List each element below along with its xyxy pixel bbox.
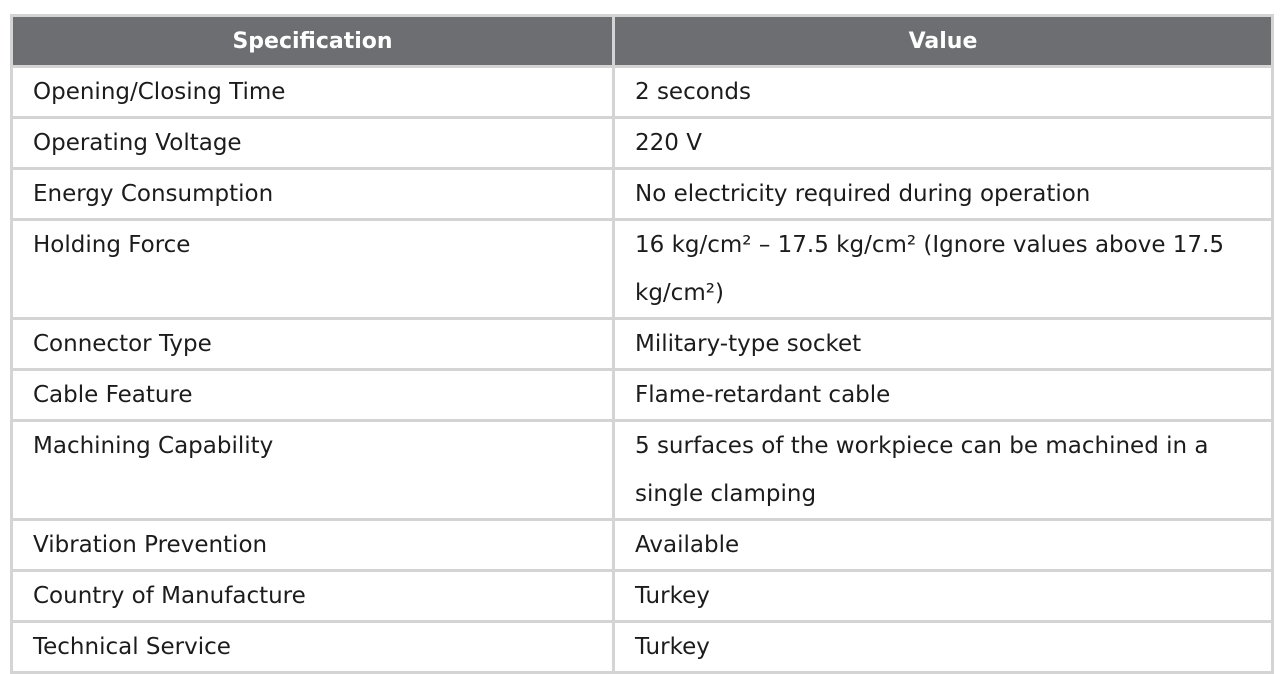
value-cell: Turkey — [614, 622, 1273, 673]
table-row — [12, 421, 1273, 520]
value-cell: 220 V — [614, 118, 1273, 169]
table-row — [12, 67, 1273, 118]
spec-cell: Opening/Closing Time — [12, 67, 614, 118]
specification-column-header: Specification — [12, 16, 614, 67]
spec-cell: Connector Type — [12, 319, 614, 370]
value-cell: 16 kg/cm² – 17.5 kg/cm² (Ignore values above 17.5 kg/cm²) — [614, 220, 1273, 319]
value-cell: 2 seconds — [614, 67, 1273, 118]
value-cell: Flame-retardant cable — [614, 370, 1273, 421]
table-row — [12, 520, 1273, 571]
table-row — [12, 571, 1273, 622]
table-row — [12, 319, 1273, 370]
value-cell: Military-type socket — [614, 319, 1273, 370]
header-row — [12, 16, 1273, 67]
value-cell: No electricity required during operation — [614, 169, 1273, 220]
spec-cell: Country of Manufacture — [12, 571, 614, 622]
value-cell: Available — [614, 520, 1273, 571]
specification-table — [10, 14, 1274, 674]
value-cell: Turkey — [614, 571, 1273, 622]
table-row — [12, 169, 1273, 220]
spec-cell: Vibration Prevention — [12, 520, 614, 571]
value-column-header: Value — [614, 16, 1273, 67]
spec-cell: Machining Capability — [12, 421, 614, 520]
spec-cell: Energy Consumption — [12, 169, 614, 220]
table-row — [12, 118, 1273, 169]
table-row — [12, 370, 1273, 421]
value-cell: 5 surfaces of the workpiece can be machined in a single clamping — [614, 421, 1273, 520]
spec-cell: Cable Feature — [12, 370, 614, 421]
table-row — [12, 622, 1273, 673]
table-row — [12, 220, 1273, 319]
spec-cell: Holding Force — [12, 220, 614, 319]
spec-cell: Operating Voltage — [12, 118, 614, 169]
spec-cell: Technical Service — [12, 622, 614, 673]
